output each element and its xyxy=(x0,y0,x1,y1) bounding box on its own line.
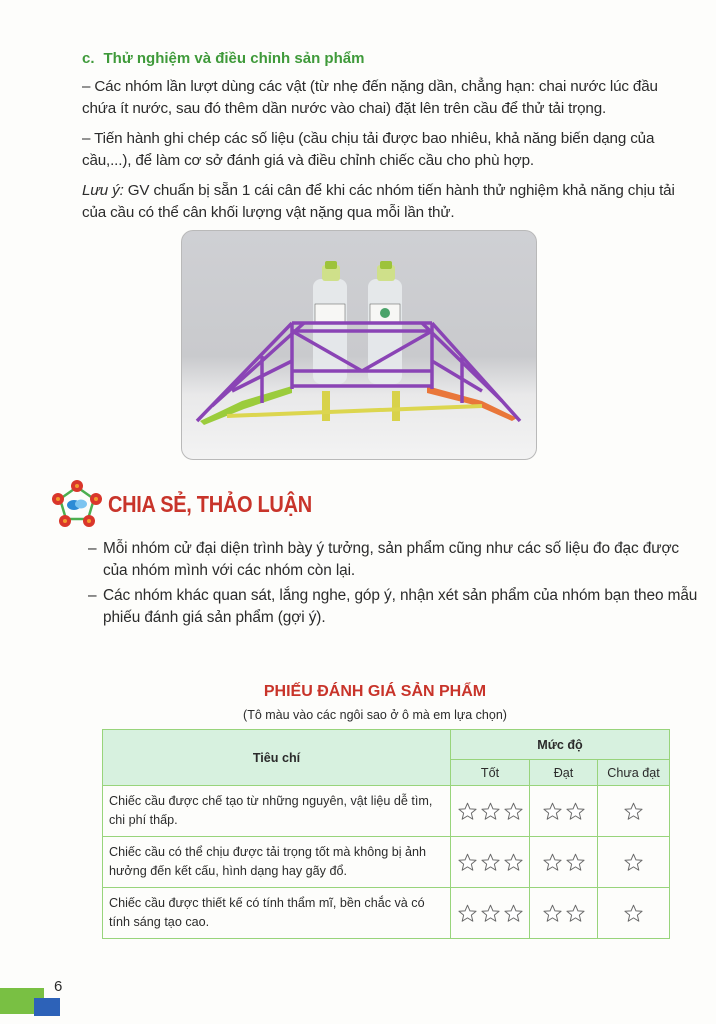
evaluation-table xyxy=(102,729,670,939)
section-heading xyxy=(82,50,364,67)
support-left xyxy=(322,391,330,421)
rating-cell-fail xyxy=(598,786,670,837)
star-icon[interactable] xyxy=(503,903,524,924)
bridge-photo xyxy=(181,230,537,460)
form-subtitle: (Tô màu vào các ngôi sao ở ô mà em lựa chọn) xyxy=(243,708,507,722)
share-discussion-heading xyxy=(50,480,450,530)
criteria-cell: Chiếc cầu có thể chịu được tải trọng tốt mà không bị ảnh hưởng đến kết cấu, hình dạng hay gãy đổ. xyxy=(103,837,451,888)
table-row xyxy=(103,786,670,837)
star-icon[interactable] xyxy=(623,801,644,822)
header-level: Mức độ xyxy=(451,730,670,760)
criteria-cell: Chiếc cầu được chế tạo từ những nguyên, vật liệu dễ tìm, chi phí thấp. xyxy=(103,786,451,837)
star-icon[interactable] xyxy=(565,852,586,873)
star-icon[interactable] xyxy=(457,852,478,873)
section-title: Thử nghiệm và điều chỉnh sản phẩm xyxy=(103,50,365,67)
star-icon[interactable] xyxy=(503,852,524,873)
bullet-dash: – xyxy=(88,587,97,604)
star-icon[interactable] xyxy=(542,903,563,924)
criteria-cell: Chiếc cầu được thiết kế có tính thẩm mĩ, bền chắc và có tính sáng tạo cao. xyxy=(103,888,451,939)
table-row xyxy=(103,837,670,888)
rating-cell-pass xyxy=(530,837,598,888)
bullet-text: Các nhóm khác quan sát, lắng nghe, góp ý, nhận xét sản phẩm của nhóm bạn theo mẫu phiếu đánh giá sản phẩm (gợi ý). xyxy=(103,587,698,626)
star-icon[interactable] xyxy=(480,801,501,822)
rating-cell-fail xyxy=(598,888,670,939)
bridge-illustration xyxy=(182,231,536,459)
star-icon[interactable] xyxy=(565,903,586,924)
note-label: Lưu ý: xyxy=(82,182,124,199)
paragraph-test-load: – Các nhóm lần lượt dùng các vật (từ nhẹ đến nặng dần, chẳng hạn: chai nước lúc đầu chứa ít nước, sau đó thêm dần nước vào chai) đặt lên trên cầu để thử tải trọng. xyxy=(82,78,658,117)
star-icon[interactable] xyxy=(623,903,644,924)
header-criteria: Tiêu chí xyxy=(103,730,451,786)
footer-blue-bar xyxy=(34,998,60,1016)
section-letter: c. xyxy=(82,50,95,67)
star-icon[interactable] xyxy=(457,801,478,822)
note-text: GV chuẩn bị sẵn 1 cái cân để khi các nhóm tiến hành thử nghiệm khả năng chịu tải của cầu có thể cân khối lượng vật nặng qua mỗi lần thử. xyxy=(82,182,675,221)
star-icon[interactable] xyxy=(623,852,644,873)
table-row xyxy=(103,888,670,939)
form-title: PHIẾU ĐÁNH GIÁ SẢN PHẨM xyxy=(263,683,487,700)
rating-cell-fail xyxy=(598,837,670,888)
rating-cell-pass xyxy=(530,786,598,837)
discussion-flower-icon xyxy=(50,478,104,532)
support-right xyxy=(392,391,400,421)
page-number: 6 xyxy=(54,978,63,995)
share-title: CHIA SẺ, THẢO LUẬN xyxy=(108,491,312,518)
header-level-pass: Đạt xyxy=(530,760,598,786)
bullet-text: Mỗi nhóm cử đại diện trình bày ý tưởng, sản phẩm cũng như các số liệu đo đạc được của nhóm mình với các nhóm còn lại. xyxy=(103,540,680,579)
bottom-beam xyxy=(227,406,482,416)
header-level-good: Tốt xyxy=(451,760,530,786)
star-icon[interactable] xyxy=(480,903,501,924)
star-icon[interactable] xyxy=(542,801,563,822)
bullet-dash: – xyxy=(88,540,97,557)
star-icon[interactable] xyxy=(457,903,478,924)
share-bullet xyxy=(88,585,703,629)
note-paragraph xyxy=(82,180,682,224)
paragraph-record-data: – Tiến hành ghi chép các số liệu (cầu chịu tải được bao nhiêu, khả năng biến dạng của cầu,...), để làm cơ sở đánh giá và điều chỉnh chiếc cầu cho phù hợp. xyxy=(82,130,655,169)
share-bullet xyxy=(88,538,703,582)
star-icon[interactable] xyxy=(542,852,563,873)
header-level-fail: Chưa đạt xyxy=(598,760,670,786)
rating-cell-good xyxy=(451,786,530,837)
star-icon[interactable] xyxy=(480,852,501,873)
rating-cell-good xyxy=(451,888,530,939)
star-icon[interactable] xyxy=(503,801,524,822)
star-icon[interactable] xyxy=(565,801,586,822)
rating-cell-good xyxy=(451,837,530,888)
rating-cell-pass xyxy=(530,888,598,939)
